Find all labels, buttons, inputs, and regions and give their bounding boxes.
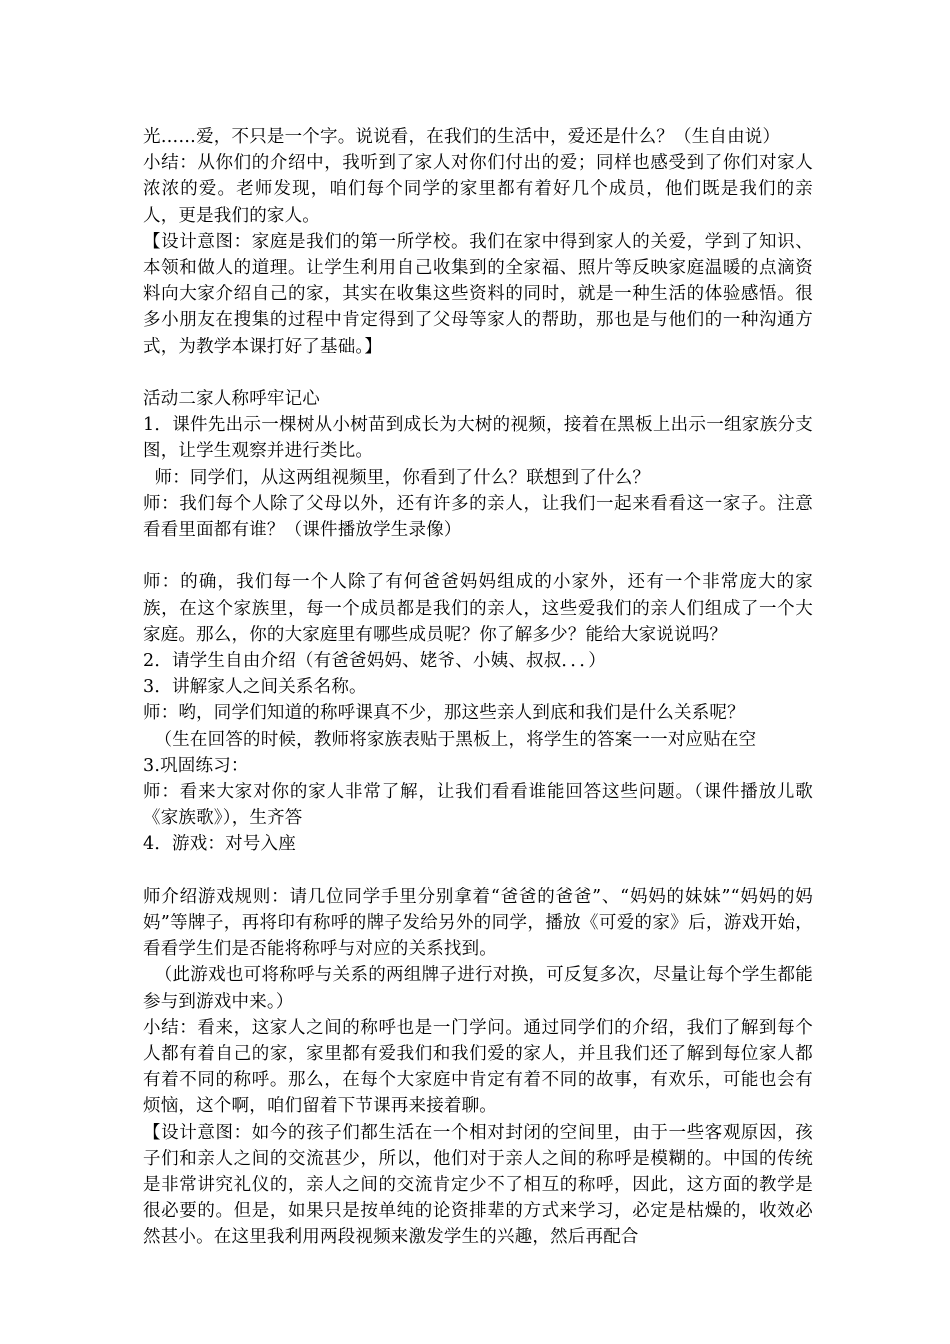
paragraph-big-family: 师：的确，我们每一个人除了有何爸爸妈妈组成的小家外，还有一个非常庞大的家族，在这个家族里，每一个成员都是我们的亲人，这些爱我们的亲人们组成了一个大家庭。那么，你的大家庭里有哪些成员呢？你了解多少？能给大家说说吗？ — [143, 572, 813, 645]
document-page — [143, 124, 813, 1251]
paragraph-game-note: （此游戏也可将称呼与关系的两组牌子进行对换，可反复多次，尽量让每个学生都能参与到游戏中来。） — [143, 965, 813, 1012]
blank-line — [143, 360, 813, 386]
paragraph-step-1: 1．课件先出示一棵树从小树苗到成长为大树的视频，接着在黑板上出示一组家族分支图，让学生观察并进行类比。 — [143, 415, 813, 462]
paragraph-summary-2: 小结：看来，这家人之间的称呼也是一门学问。通过同学们的介绍，我们了解到每个人都有着自己的家，家里都有爱我们和我们爱的家人，并且我们还了解到每位家人都有着不同的称呼。那么，在每个大家庭中肯定有着不同的故事，有欢乐，可能也会有烦恼，这个啊，咱们留着下节课再来接着聊。 — [143, 1017, 813, 1117]
blank-line — [143, 543, 813, 569]
paragraph-game-rules: 师介绍游戏规则：请几位同学手里分别拿着“爸爸的爸爸”、“妈妈的妹妹”“妈妈的妈妈”等牌子，再将印有称呼的牌子发给另外的同学，播放《可爱的家》后，游戏开始，看看学生们是否能将称呼与对应的关系找到。 — [143, 886, 813, 960]
paragraph-practice-heading: 3.巩固练习： — [143, 755, 249, 776]
paragraph-design-intent-2: 【设计意图：如今的孩子们都生活在一个相对封闭的空间里，由于一些客观原因，孩子们和亲人之间的交流甚少，所以，他们对于亲人之间的称呼是模糊的。中国的传统是非常讲究礼仪的，亲人之间的交流肯定少不了相互的称呼，因此，这方面的教学是很必要的。但是，如果只是按单纯的论资排辈的方式来学习，必定是枯燥的，收效必然甚小。在这里我利用两段视频来激发学生的兴趣，然后再配合 — [143, 1122, 813, 1248]
paragraph-practice-song: 师：看来大家对你的家人非常了解，让我们看看谁能回答这些问题。（课件播放儿歌《家族歌》），生齐答 — [143, 782, 813, 829]
paragraph-design-intent-1: 【设计意图：家庭是我们的第一所学校。我们在家中得到家人的关爱，学到了知识、本领和做人的道理。让学生利用自己收集到的全家福、照片等反映家庭温暖的点滴资料向大家介绍自己的家，其实在收集这些资料的同时，就是一种生活的体验感悟。很多小朋友在搜集的过程中肯定得到了父母等家人的帮助，那也是与他们的一种沟通方式，为教学本课打好了基础。】 — [143, 231, 813, 357]
paragraph-teacher-question: 师：同学们，从这两组视频里，你看到了什么？联想到了什么？ — [143, 467, 651, 488]
paragraph-step-3: 3．讲解家人之间关系名称。 — [143, 677, 367, 698]
paragraph-summary-1: 小结：从你们的介绍中，我听到了家人对你们付出的爱；同样也感受到了你们对家人浓浓的爱。老师发现，咱们每个同学的家里都有着好几个成员，他们既是我们的亲人，更是我们的家人。 — [143, 153, 813, 226]
blank-line — [143, 858, 813, 884]
heading-activity-2: 活动二家人称呼牢记心 — [143, 389, 320, 410]
paragraph-step-4-game: 4．游戏：对号入座 — [143, 834, 296, 855]
paragraph-teacher-relatives: 师：我们每个人除了父母以外，还有许多的亲人，让我们一起来看看这一家子。注意看看里面都有谁？（课件播放学生录像） — [143, 493, 813, 541]
paragraph-step-2: 2．请学生自由介绍（有爸爸妈妈、姥爷、小姨、叔叔．．．） — [143, 651, 606, 672]
paragraph-intro-love: 光……爱，不只是一个字。说说看，在我们的生活中，爱还是什么？（生自由说） — [143, 127, 781, 147]
paragraph-blackboard-note: （生在回答的时候，教师将家族表贴于黑板上，将学生的答案一一对应贴在空 — [143, 729, 757, 750]
paragraph-teacher-titles: 师：哟，同学们知道的称呼课真不少，那这些亲人到底和我们是什么关系呢？ — [143, 703, 745, 724]
